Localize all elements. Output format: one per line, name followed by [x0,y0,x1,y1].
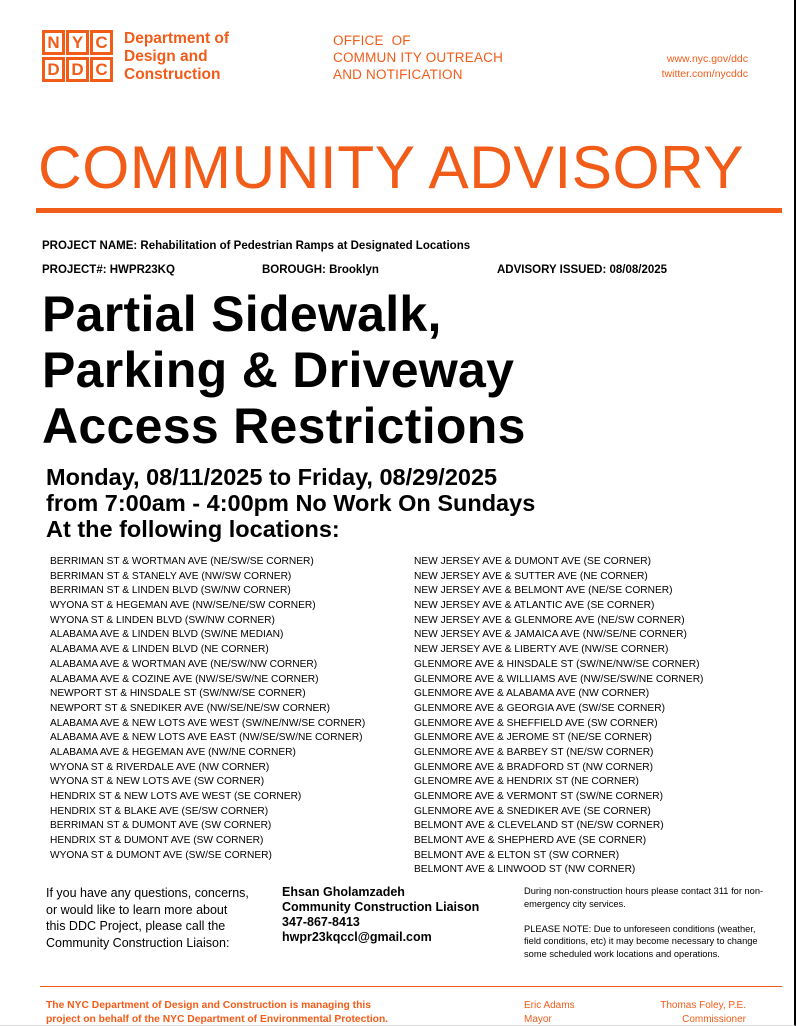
location-item: GLENMORE AVE & ALABAMA AVE (NW CORNER) [414,688,650,700]
footer-statement-line: project on behalf of the NYC Department of Environmental Protection. [46,1013,389,1025]
location-item: ALABAMA AVE & LINDEN BLVD (NE CORNER) [50,644,269,656]
location-item: NEWPORT ST & SNEDIKER AVE (NW/SE/NE/SW CORNER) [50,702,331,714]
office-name [333,32,503,83]
liaison-email[interactable]: hwpr23kqccl@gmail.com [282,930,432,944]
location-item: BERRIMAN ST & LINDEN BLVD (SW/NW CORNER) [50,585,291,597]
location-item: NEW JERSEY AVE & LIBERTY AVE (NW/SE CORNER) [414,644,669,656]
mayor-title: Mayor [524,1013,552,1025]
location-item: WYONA ST & NEW LOTS AVE (SW CORNER) [50,776,265,788]
logo-letter: C [90,30,113,55]
org-name-line: Department of [124,30,230,47]
commissioner-signature [660,999,746,1026]
commissioner-title: Commissioner [682,1013,746,1025]
schedule-dates: Monday, 08/11/2025 to Friday, 08/29/2025 [46,464,498,490]
location-item: ALABAMA AVE & WORTMAN AVE (NE/SW/NW CORNER) [50,658,318,670]
headline-line: Access Restrictions [42,398,526,454]
location-item: WYONA ST & HEGEMAN AVE (NW/SE/NE/SW CORNER) [50,600,316,612]
location-item: BELMONT AVE & CLEVELAND ST (NE/SW CORNER) [414,820,664,832]
liaison-name: Ehsan Gholamzadeh [282,885,405,899]
office-line: COMMUN ITY OUTREACH [333,50,504,65]
schedule [46,464,535,542]
location-item: HENDRIX ST & NEW LOTS AVE WEST (SE CORNER) [50,791,302,802]
logo-letter: D [66,57,89,82]
please-note: PLEASE NOTE: Due to unforeseen conditions (weather, field conditions, etc) it may become necessary to change some scheduled work locations and operations. [524,923,758,960]
location-item: WYONA ST & DUMONT AVE (SW/SE CORNER) [50,849,272,861]
project-name: PROJECT NAME: Rehabilitation of Pedestrian Ramps at Designated Locations [42,240,471,252]
location-item: GLENMORE AVE & SNEDIKER AVE (SE CORNER) [414,805,651,817]
location-item: BERRIMAN ST & STANELY AVE (NW/SW CORNER) [50,570,292,582]
office-line: OFFICE OF [333,33,411,48]
nyc-ddc-logo-mark [42,30,116,82]
headline-line: Partial Sidewalk, [42,286,442,342]
location-item: GLENMORE AVE & HINSDALE ST (SW/NE/NW/SE CORNER) [414,658,700,670]
location-item: ALABAMA AVE & NEW LOTS AVE WEST (SW/NE/NW/SE CORNER) [50,717,366,729]
mayor-name: Eric Adams [524,1000,575,1011]
location-item: GLENMORE AVE & GEORGIA AVE (SW/SE CORNER) [414,702,665,714]
title-divider [36,208,782,213]
ddc-logo [42,30,229,84]
schedule-hours: from 7:00am - 4:00pm No Work On Sundays [46,490,536,516]
location-item: BERRIMAN ST & DUMONT AVE (SW CORNER) [50,820,272,832]
logo-letter: D [42,57,65,82]
locations-list-right [414,555,703,878]
mayor-signature [524,999,575,1026]
logo-letter: C [90,57,113,82]
location-item: ALABAMA AVE & LINDEN BLVD (SW/NE MEDIAN) [50,629,284,641]
locations-label: At the following locations: [46,516,340,542]
location-item: GLENMORE AVE & JEROME ST (NE/SE CORNER) [414,732,652,744]
footer-divider [40,986,782,987]
location-item: BERRIMAN ST & WORTMAN AVE (NE/SW/SE CORNER) [50,556,314,567]
web-links [662,52,748,82]
footer-statement-line: The NYC Department of Design and Construction is managing this [46,1000,371,1011]
location-item: GLENMORE AVE & SHEFFIELD AVE (SW CORNER) [414,717,658,729]
location-item: GLENMORE AVE & BRADFORD ST (NW CORNER) [414,761,654,773]
location-item: ALABAMA AVE & NEW LOTS AVE EAST (NW/SE/SW/NE CORNER) [50,732,363,744]
location-item: GLENMORE AVE & BARBEY ST (NE/SW CORNER) [414,746,654,758]
org-name [124,30,229,84]
footer-statement [46,999,388,1026]
location-item: BELMONT AVE & LINWOOD ST (NW CORNER) [414,864,636,876]
question-line: Community Construction Liaison: [46,935,230,950]
commissioner-name: Thomas Foley, P.E. [660,1000,746,1011]
liaison-phone[interactable]: 347-867-8413 [282,915,360,929]
headline-line: Parking & Driveway [42,342,515,398]
location-item: NEWPORT ST & HINSDALE ST (SW/NW/SE CORNER) [50,688,306,700]
project-borough: BOROUGH: Brooklyn [262,264,379,276]
project-number: PROJECT#: HWPR23KQ [42,264,175,276]
non-construction-note: During non-construction hours please contact 311 for non-emergency city services. [524,886,764,909]
org-name-line: Design and [124,48,208,65]
logo-letter: Y [66,30,89,55]
question-line: If you have any questions, concerns, [46,886,249,900]
location-item: NEW JERSEY AVE & DUMONT AVE (SE CORNER) [414,556,651,567]
location-item: NEW JERSEY AVE & GLENMORE AVE (NE/SW CORNER) [414,614,685,626]
location-item: NEW JERSEY AVE & SUTTER AVE (NE CORNER) [414,570,648,582]
question-line: or would like to learn more about [46,902,228,917]
liaison-contact [282,885,479,945]
locations-list-left [50,555,365,863]
location-item: HENDRIX ST & BLAKE AVE (SE/SW CORNER) [50,805,269,817]
location-item: ALABAMA AVE & HEGEMAN AVE (NW/NE CORNER) [50,746,296,758]
location-item: WYONA ST & LINDEN BLVD (SW/NW CORNER) [50,614,275,626]
location-item: NEW JERSEY AVE & ATLANTIC AVE (SE CORNER) [414,600,655,612]
office-line: AND NOTIFICATION [333,67,463,82]
location-item: ALABAMA AVE & COZINE AVE (NW/SE/SW/NE CORNER) [50,673,319,685]
logo-letter: N [42,30,65,55]
advisory-issued-date: ADVISORY ISSUED: 08/08/2025 [497,264,668,276]
advisory-notes [524,885,769,961]
advisory-title: COMMUNITY ADVISORY [38,133,744,201]
location-item: GLENMORE AVE & VERMONT ST (SW/NE CORNER) [414,791,664,802]
location-item: NEW JERSEY AVE & JAMAICA AVE (NW/SE/NE CORNER) [414,629,687,641]
restriction-headline [42,286,526,454]
contact-question [46,885,249,951]
location-item: HENDRIX ST & DUMONT AVE (SW CORNER) [50,835,264,847]
location-item: BELMONT AVE & SHEPHERD AVE (SE CORNER) [414,835,647,847]
website-link[interactable]: www.nyc.gov/ddc [666,53,748,65]
org-name-line: Construction [124,66,221,83]
location-item: NEW JERSEY AVE & BELMONT AVE (NE/SE CORNER) [414,585,673,597]
location-item: GLENOMRE AVE & HENDRIX ST (NE CORNER) [414,776,639,788]
location-item: WYONA ST & RIVERDALE AVE (NW CORNER) [50,761,270,773]
location-item: GLENMORE AVE & WILLIAMS AVE (NW/SE/SW/NE CORNER) [414,673,704,685]
question-line: this DDC Project, please call the [46,919,226,933]
twitter-link[interactable]: twitter.com/nycddc [661,68,748,80]
location-item: BELMONT AVE & ELTON ST (SW CORNER) [414,849,620,861]
liaison-role: Community Construction Liaison [282,900,480,914]
